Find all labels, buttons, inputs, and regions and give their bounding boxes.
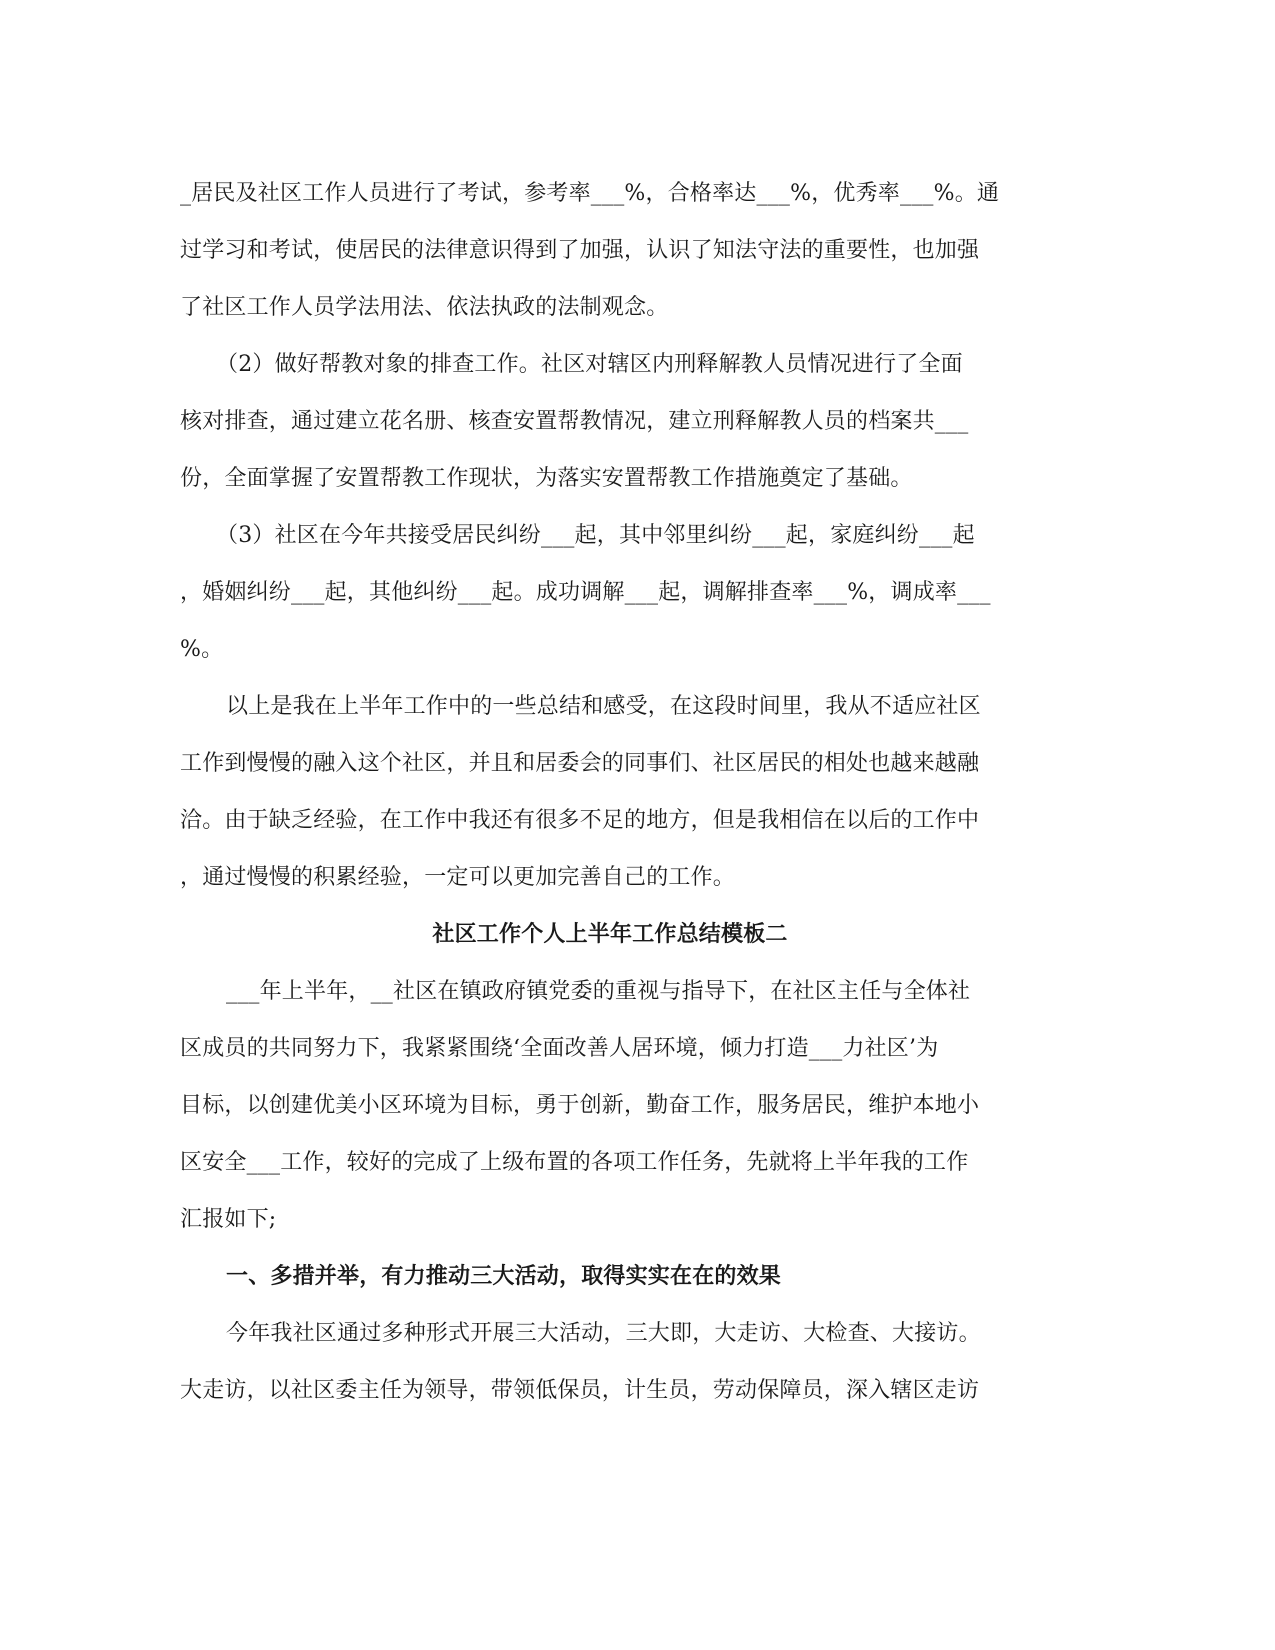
text-line: %。 <box>180 637 224 662</box>
section-title: 社区工作个人上半年工作总结模板二 <box>432 922 788 947</box>
text-line: _居民及社区工作人员进行了考试，参考率___%，合格率达___%，优秀率___%。通 <box>180 181 1000 206</box>
text-line: 洽。由于缺乏经验，在工作中我还有很多不足的地方，但是我相信在以后的工作中 <box>180 808 980 833</box>
document-page <box>180 165 1040 1419</box>
text-line: 核对排查，通过建立花名册、核查安置帮教情况，建立刑释解教人员的档案共___ <box>180 409 969 434</box>
text-line: 以上是我在上半年工作中的一些总结和感受，在这段时间里，我从不适应社区 <box>226 694 981 719</box>
text-line: ___年上半年，__社区在镇政府镇党委的重视与指导下，在社区主任与全体社 <box>226 979 971 1004</box>
text-line: ，婚姻纠纷___起，其他纠纷___起。成功调解___起，调解排查率___%，调成率___ <box>180 580 991 605</box>
text-line: 工作到慢慢的融入这个社区，并且和居委会的同事们、社区居民的相处也越来越融 <box>180 751 980 776</box>
text-line: 大走访，以社区委主任为领导，带领低保员，计生员，劳动保障员，深入辖区走访 <box>180 1378 980 1403</box>
text-line: （3）社区在今年共接受居民纠纷___起，其中邻里纠纷___起，家庭纠纷___起 <box>216 523 975 548</box>
text-line: 区成员的共同努力下，我紧紧围绕‘全面改善人居环境，倾力打造___力社区’为 <box>180 1036 939 1061</box>
text-line: 今年我社区通过多种形式开展三大活动，三大即，大走访、大检查、大接访。 <box>226 1321 981 1346</box>
text-line: 份，全面掌握了安置帮教工作现状，为落实安置帮教工作措施奠定了基础。 <box>180 466 913 491</box>
text-line: ，通过慢慢的积累经验，一定可以更加完善自己的工作。 <box>180 865 736 890</box>
text-line: 区安全___工作，较好的完成了上级布置的各项工作任务，先就将上半年我的工作 <box>180 1150 969 1175</box>
text-line: 了社区工作人员学法用法、依法执政的法制观念。 <box>180 295 669 320</box>
text-line: 过学习和考试，使居民的法律意识得到了加强，认识了知法守法的重要性，也加强 <box>180 238 980 263</box>
text-line: 汇报如下; <box>180 1207 277 1232</box>
text-line: 目标，以创建优美小区环境为目标，勇于创新，勤奋工作，服务居民，维护本地小 <box>180 1093 980 1118</box>
text-line: （2）做好帮教对象的排查工作。社区对辖区内刑释解教人员情况进行了全面 <box>216 352 963 377</box>
subheading: 一、多措并举，有力推动三大活动，取得实实在在的效果 <box>226 1264 782 1289</box>
